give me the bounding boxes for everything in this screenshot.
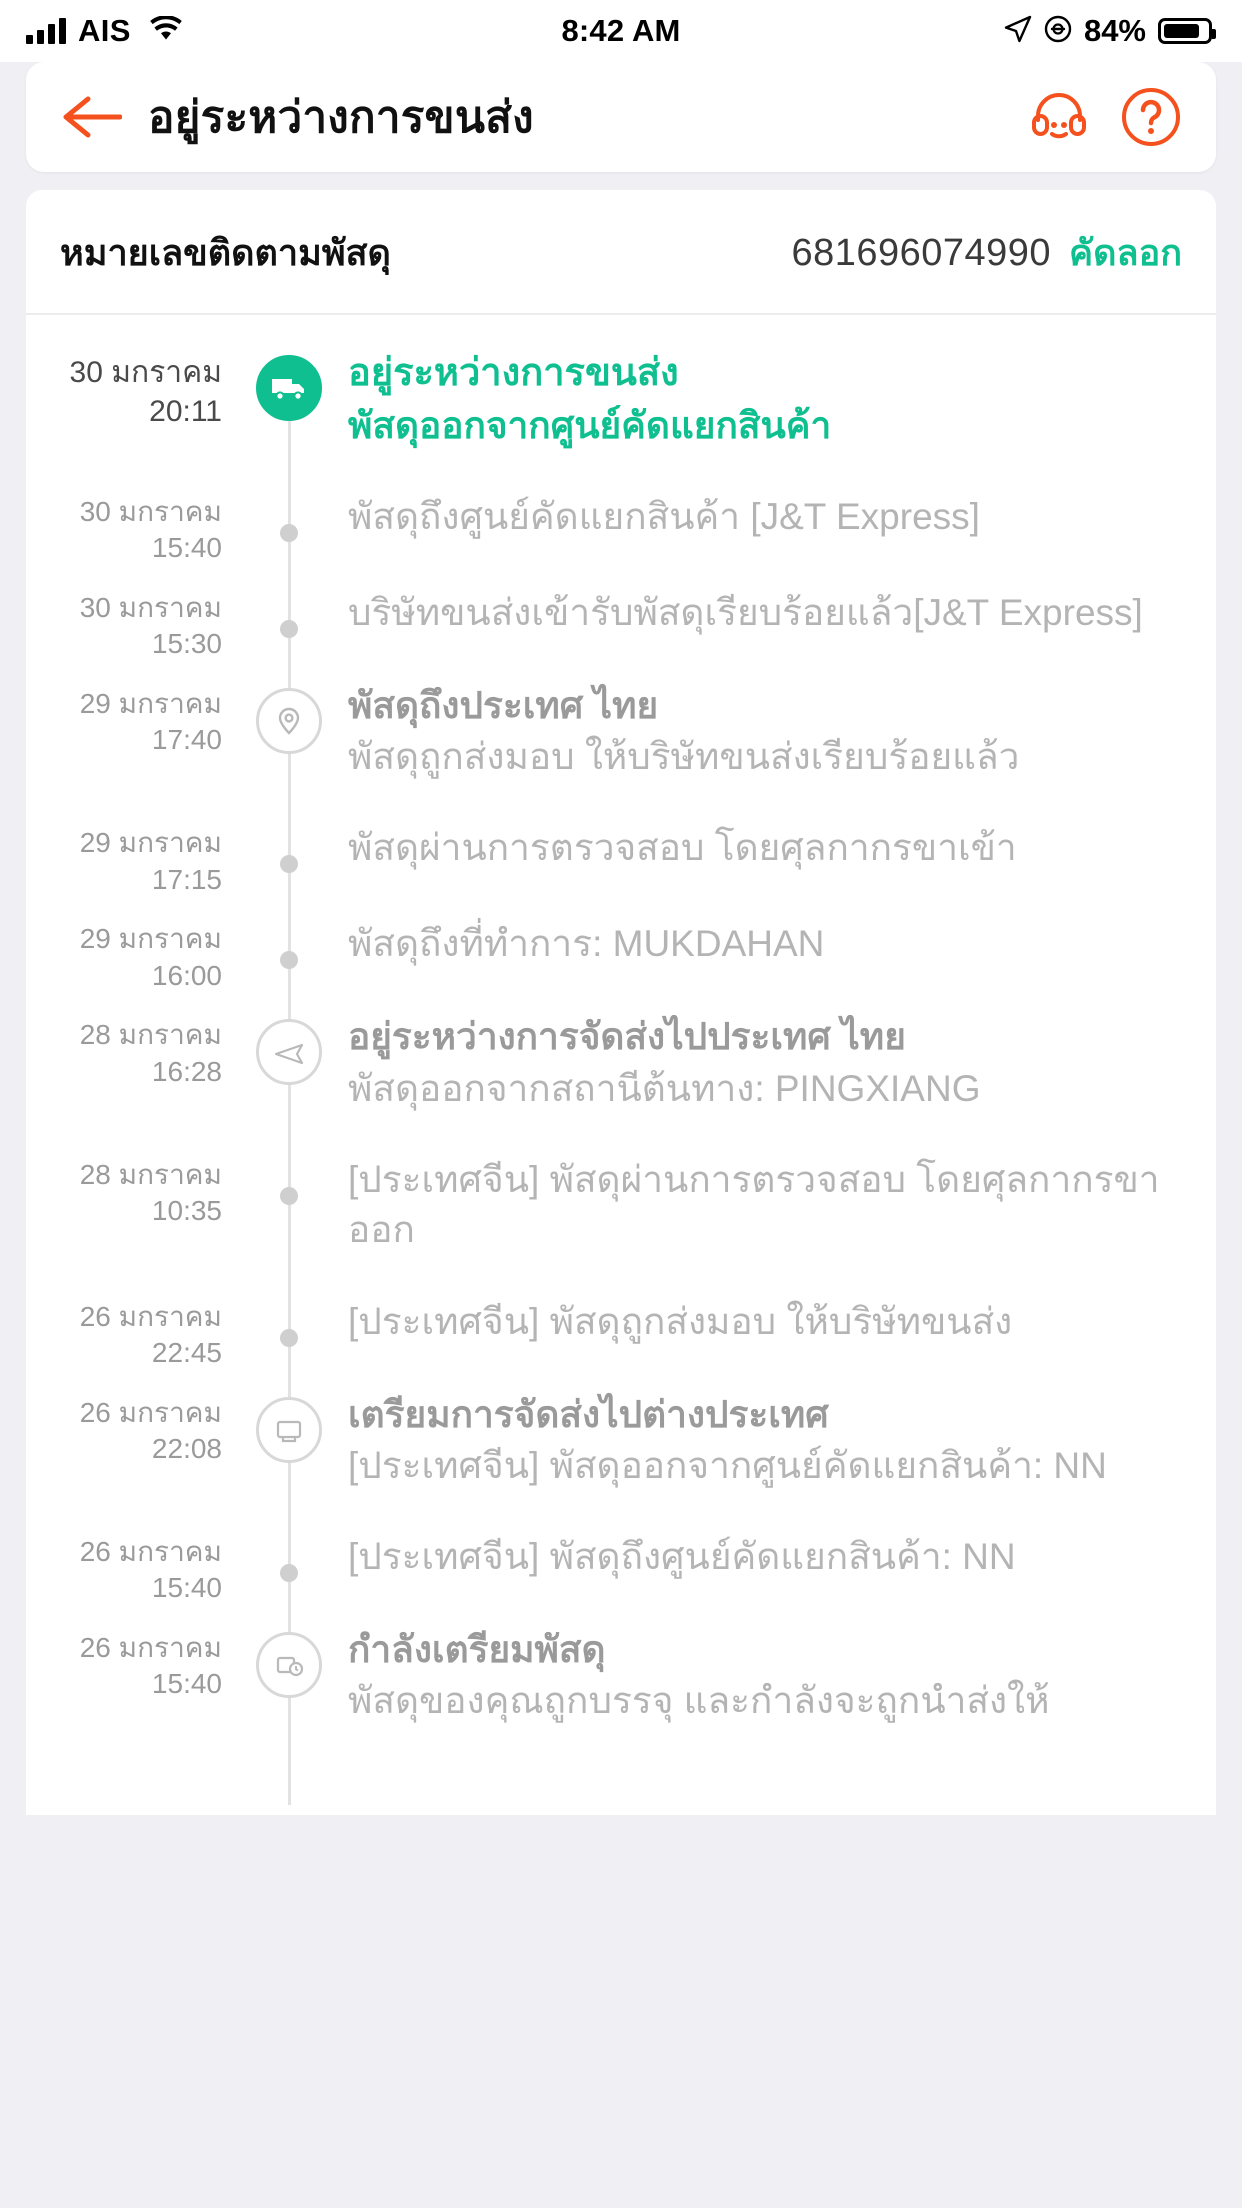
tracking-number-value: 681696074990	[791, 232, 1052, 274]
event-time: 10:35	[151, 1195, 222, 1227]
event-timestamp	[26, 1391, 246, 1530]
timeline-event[interactable]	[26, 1391, 1216, 1530]
tracking-timeline	[26, 315, 1216, 1815]
event-description: [ประเทศจีน] พัสดุผ่านการตรวจสอบ โดยศุลกากรขาออก	[348, 1158, 1160, 1250]
event-date: 30 มกราคม	[79, 591, 222, 623]
event-body	[332, 1626, 1182, 1765]
warehouse-icon	[256, 1397, 322, 1463]
timeline-event[interactable]	[26, 1295, 1216, 1391]
timeline-event[interactable]	[26, 586, 1216, 682]
event-date: 28 มกราคม	[79, 1019, 222, 1051]
event-time: 15:40	[151, 532, 222, 564]
event-date: 26 มกราคม	[79, 1535, 222, 1567]
event-date: 29 มกราคม	[79, 827, 222, 859]
timeline-rail	[246, 821, 332, 917]
event-body	[332, 349, 1182, 490]
event-body	[332, 1153, 1182, 1295]
timeline-event[interactable]	[26, 1153, 1216, 1295]
airplane-icon	[256, 1019, 322, 1085]
event-timestamp	[26, 1530, 246, 1626]
event-body	[332, 1295, 1182, 1391]
event-time: 20:11	[149, 395, 222, 428]
event-description: พัสดุถึงที่ทำการ: MUKDAHAN	[348, 923, 825, 965]
event-time: 16:00	[151, 959, 222, 991]
timeline-rail	[246, 1391, 332, 1530]
timeline-event[interactable]	[26, 1530, 1216, 1626]
event-description: พัสดุผ่านการตรวจสอบ โดยศุลกากรขาเข้า	[348, 827, 1017, 869]
timeline-event[interactable]	[26, 349, 1216, 490]
timeline-dot-icon	[280, 620, 298, 638]
location-pin-icon	[256, 688, 322, 754]
event-description: [ประเทศจีน] พัสดุถึงศูนย์คัดแยกสินค้า: NN	[348, 1535, 1016, 1577]
status-bar-clock: 8:42 AM	[561, 13, 681, 48]
event-date: 30 มกราคม	[79, 495, 222, 527]
event-description: พัสดุถูกส่งมอบ ให้บริษัทขนส่งเรียบร้อยแล้ว	[348, 736, 1020, 778]
timeline-rail	[246, 1626, 332, 1765]
event-date: 29 มกราคม	[79, 687, 222, 719]
tracking-number-label: หมายเลขติดตามพัสดุ	[60, 232, 391, 273]
back-arrow-icon[interactable]	[60, 93, 122, 141]
carrier-label: AIS	[78, 13, 131, 48]
event-body	[332, 586, 1182, 682]
event-date: 26 มกราคม	[79, 1300, 222, 1332]
event-description: พัสดุออกจากศูนย์คัดแยกสินค้า	[348, 404, 832, 446]
event-body	[332, 821, 1182, 917]
event-date: 30 มกราคม	[69, 356, 222, 389]
event-title: อยู่ระหว่างการขนส่ง	[348, 352, 679, 394]
copy-button[interactable]: คัดลอก	[1069, 232, 1182, 273]
timeline-rail	[246, 1013, 332, 1152]
event-time: 22:45	[151, 1336, 222, 1368]
event-timestamp	[26, 586, 246, 682]
timeline-rail	[246, 349, 332, 490]
event-title: อยู่ระหว่างการจัดส่งไปประเทศ ไทย	[348, 1016, 906, 1058]
tracking-number-row	[26, 190, 1216, 313]
event-title: เตรียมการจัดส่งไปต่างประเทศ	[348, 1393, 829, 1435]
event-timestamp	[26, 917, 246, 1013]
question-mark-icon[interactable]	[1120, 86, 1182, 148]
timeline-event[interactable]	[26, 917, 1216, 1013]
timeline-rail	[246, 917, 332, 1013]
event-body	[332, 917, 1182, 1013]
timeline-event[interactable]	[26, 1626, 1216, 1765]
app-header	[26, 62, 1216, 172]
truck-icon	[256, 355, 322, 421]
package-clock-icon	[256, 1632, 322, 1698]
timeline-dot-icon	[280, 1329, 298, 1347]
timeline-rail	[246, 490, 332, 586]
event-timestamp	[26, 1153, 246, 1295]
tracking-number-value-group	[791, 224, 1182, 281]
event-date: 29 มกราคม	[79, 923, 222, 955]
event-time: 17:40	[151, 724, 222, 756]
event-title: พัสดุถึงประเทศ ไทย	[348, 684, 659, 726]
event-body	[332, 490, 1182, 586]
event-body	[332, 682, 1182, 821]
timeline-rail	[246, 682, 332, 821]
timeline-rail	[246, 1295, 332, 1391]
timeline-rail	[246, 1153, 332, 1295]
timeline-rail	[246, 586, 332, 682]
event-description: บริษัทขนส่งเข้ารับพัสดุเรียบร้อยแล้ว[J&T Express]	[348, 591, 1143, 633]
event-body	[332, 1013, 1182, 1152]
event-description: [ประเทศจีน] พัสดุถูกส่งมอบ ให้บริษัทขนส่ง	[348, 1300, 1013, 1342]
event-time: 15:40	[151, 1572, 222, 1604]
timeline-event[interactable]	[26, 490, 1216, 586]
event-title: กำลังเตรียมพัสดุ	[348, 1628, 606, 1670]
event-time: 16:28	[151, 1055, 222, 1087]
headset-support-icon[interactable]	[1028, 86, 1090, 148]
event-body	[332, 1530, 1182, 1626]
event-timestamp	[26, 490, 246, 586]
event-timestamp	[26, 682, 246, 821]
timeline-event[interactable]	[26, 1013, 1216, 1152]
header-actions	[1028, 86, 1182, 148]
battery-icon	[1158, 18, 1212, 44]
event-timestamp	[26, 1013, 246, 1152]
event-time: 22:08	[151, 1432, 222, 1464]
status-bar	[0, 0, 1242, 62]
event-description: พัสดุถึงศูนย์คัดแยกสินค้า [J&T Express]	[348, 495, 980, 537]
timeline-event[interactable]	[26, 682, 1216, 821]
event-timestamp	[26, 1295, 246, 1391]
event-time: 15:40	[151, 1668, 222, 1700]
event-timestamp	[26, 1626, 246, 1765]
timeline-dot-icon	[280, 1564, 298, 1582]
event-time: 17:15	[151, 863, 222, 895]
event-time: 15:30	[151, 628, 222, 660]
timeline-rail	[246, 1530, 332, 1626]
page-title: อยู่ระหว่างการขนส่ง	[148, 93, 534, 142]
event-date: 26 มกราคม	[79, 1631, 222, 1663]
event-timestamp	[26, 821, 246, 917]
event-body	[332, 1391, 1182, 1530]
timeline-event[interactable]	[26, 821, 1216, 917]
event-timestamp	[26, 349, 246, 490]
event-date: 26 มกราคม	[79, 1396, 222, 1428]
timeline-dot-icon	[280, 524, 298, 542]
event-description: พัสดุออกจากสถานีต้นทาง: PINGXIANG	[348, 1067, 981, 1109]
event-description: พัสดุของคุณถูกบรรจุ และกำลังจะถูกนำส่งให้	[348, 1680, 1050, 1722]
battery-percent-label: 84%	[1083, 13, 1146, 48]
event-description: [ประเทศจีน] พัสดุออกจากศูนย์คัดแยกสินค้า: NN	[348, 1444, 1107, 1486]
timeline-dot-icon	[280, 855, 298, 873]
event-date: 28 มกราคม	[79, 1158, 222, 1190]
timeline-dot-icon	[280, 1187, 298, 1205]
timeline-dot-icon	[280, 951, 298, 969]
